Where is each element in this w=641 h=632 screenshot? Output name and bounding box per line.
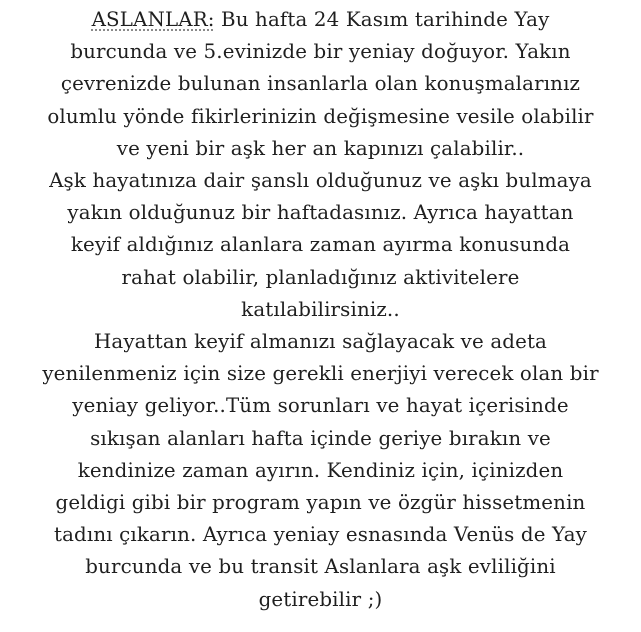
text-line-6: Aşk hayatınıza dair şanslı olduğunuz ve aşkı bulmaya [49,169,592,193]
text-line-4: olumlu yönde fikirlerinizin değişmesine vesile olabilir [47,104,594,128]
text-line-11: Hayattan keyif almanızı sağlayacak ve adeta [93,330,548,354]
text-line-2: burcunda ve 5.evinizde bir yeniay doğuyor. Yakın [70,40,571,64]
text-line-19: getirebilir ;) [258,587,383,611]
text-line-16: geldigi gibi bir program yapın ve özgür hissetmenin [55,491,586,515]
text-line-13: yeniay geliyor..Tüm sorunları ve hayat içerisinde [72,394,569,418]
text-line-17: tadını çıkarın. Ayrıca yeniay esnasında Venüs de Yay [54,523,587,547]
text-line-18: burcunda ve bu transit Aslanlara aşk evliliğini [85,555,556,579]
text-line-1-rest: Bu hafta 24 Kasım tarihinde Yay [214,8,550,31]
text-line-15: kendinize zaman ayırın. Kendiniz için, içinizden [77,458,564,482]
text-line-7: yakın olduğunuz bir haftadasınız. Ayrıca hayattan [67,201,574,225]
text-line-1 [0,4,641,36]
text-line-14: sıkışan alanları hafta içinde geriye bırakın ve [90,426,551,450]
text-line-10: katılabilirsiniz.. [241,297,400,321]
text-line-3: çevrenizde bulunan insanlarla olan konuşmalarınız [60,72,581,96]
text-line-12: yenilenmeniz için size gerekli enerjiyi verecek olan bir [42,362,599,386]
horoscope-text [0,4,641,616]
text-line-9: rahat olabilir, planladığınız aktivitelere [121,265,520,289]
sign-heading: ASLANLAR: [91,8,215,31]
text-line-8: keyif aldığınız alanlara zaman ayırma konusunda [70,233,571,257]
text-line-5: ve yeni bir aşk her an kapınızı çalabilir.. [116,136,525,160]
